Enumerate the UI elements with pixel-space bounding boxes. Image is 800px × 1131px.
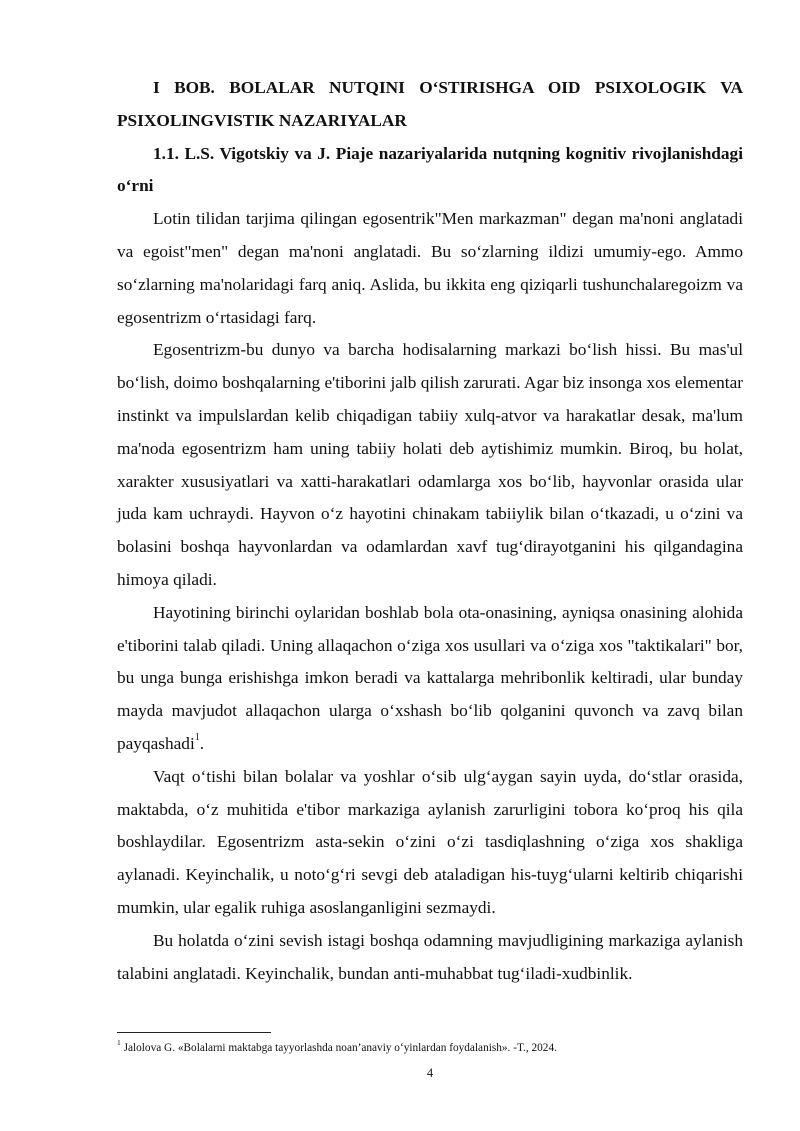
footnote-text: Jalolova G. «Bolalarni maktabga tayyorlashda noan’anaviy o‘yinlardan foydalanish». -T., 2024. <box>123 1042 557 1054</box>
footnote-separator <box>117 1032 271 1033</box>
paragraph-4: Vaqt o‘tishi bilan bolalar va yoshlar o‘sib ulg‘aygan sayin uyda, do‘stlar orasida, maktabda, o‘z muhitida e'tibor markaziga aylanish zarurligini tobora ko‘proq his qila boshlaydilar. Egosentrizm asta-sekin o‘zini o‘zi tasdiqlashning o‘ziga xos shakliga aylanadi. Keyinchalik, u noto‘g‘ri sevgi deb ataladigan his-tuyg‘ularni keltirib chiqarishi mumkin, ular egalik ruhiga asoslanganligini sezmaydi. <box>117 766 743 917</box>
section-heading: 1.1. L.S. Vigotskiy va J. Piaje nazariyalarida nutqning kognitiv rivojlanishdagi o‘rni <box>117 143 743 196</box>
paragraph-3-text: Hayotining birinchi oylaridan boshlab bola ota-onasining, ayniqsa onasining alohida e'tiborini talab qiladi. Uning allaqachon o‘ziga xos usullari va o‘ziga xos "taktikalari" bor, bu unga bunga erishishga imkon beradi va kattalarga mehribonlik keltiradi, ular bunday mayda mavjudot allaqachon ularga o‘xshash bo‘lib qolganini quvonch va zavq bilan payqashadi <box>117 602 743 753</box>
footnote-reference[interactable]: 1 <box>194 732 200 744</box>
chapter-heading: I BOB. BOLALAR NUTQINI O‘STIRISHGA OID PSIXOLOGIK VA PSIXOLINGVISTIK NAZARIYALAR <box>117 78 743 130</box>
paragraph-3 <box>117 597 743 761</box>
page-body <box>117 72 743 990</box>
paragraph-1: Lotin tilidan tarjima qilingan egosentrik"Men markazman" degan ma'noni anglatadi va egoist"men" degan ma'noni anglatadi. Bu so‘zlarning ildizi umumiy-ego. Ammo so‘zlarning ma'nolaridagi farq aniq. Aslida, bu ikkita eng qiziqarli tushunchalaregoizm va egosentrizm o‘rtasidagi farq. <box>117 209 743 327</box>
paragraph-5: Bu holatda o‘zini sevish istagi boshqa odamning mavjudligining markaziga aylanish talabini anglatadi. Keyinchalik, bundan anti-muhabbat tug‘iladi-xudbinlik. <box>117 930 743 983</box>
paragraph-3-tail: . <box>199 733 205 753</box>
page-number: 4 <box>426 1066 434 1080</box>
paragraph-2: Egosentrizm-bu dunyo va barcha hodisalarning markazi bo‘lish hissi. Bu mas'ul bo‘lish, doimo boshqalarning e'tiborini jalb qilish zarurati. Agar biz insonga xos elementar instinkt va impulslardan kelib chiqadigan tabiiy xulq-atvor va harakatlar desak, ma'lum ma'noda egosentrizm ham uning tabiiy holati deb aytishimiz mumkin. Biroq, bu holat, xarakter xususiyatlari va xatti-harakatlari odamlarga xos bo‘lib, hayvonlar orasida ular juda kam uchraydi. Hayvon o‘z hayotini chinakam tabiiylik bilan o‘tkazadi, u o‘zini va bolasini boshqa hayvonlardan va odamlardan xavf tug‘dirayotganini his qilgandagina himoya qiladi. <box>117 340 743 589</box>
footnote-marker: 1 <box>117 1038 121 1048</box>
footnote <box>117 1038 743 1056</box>
